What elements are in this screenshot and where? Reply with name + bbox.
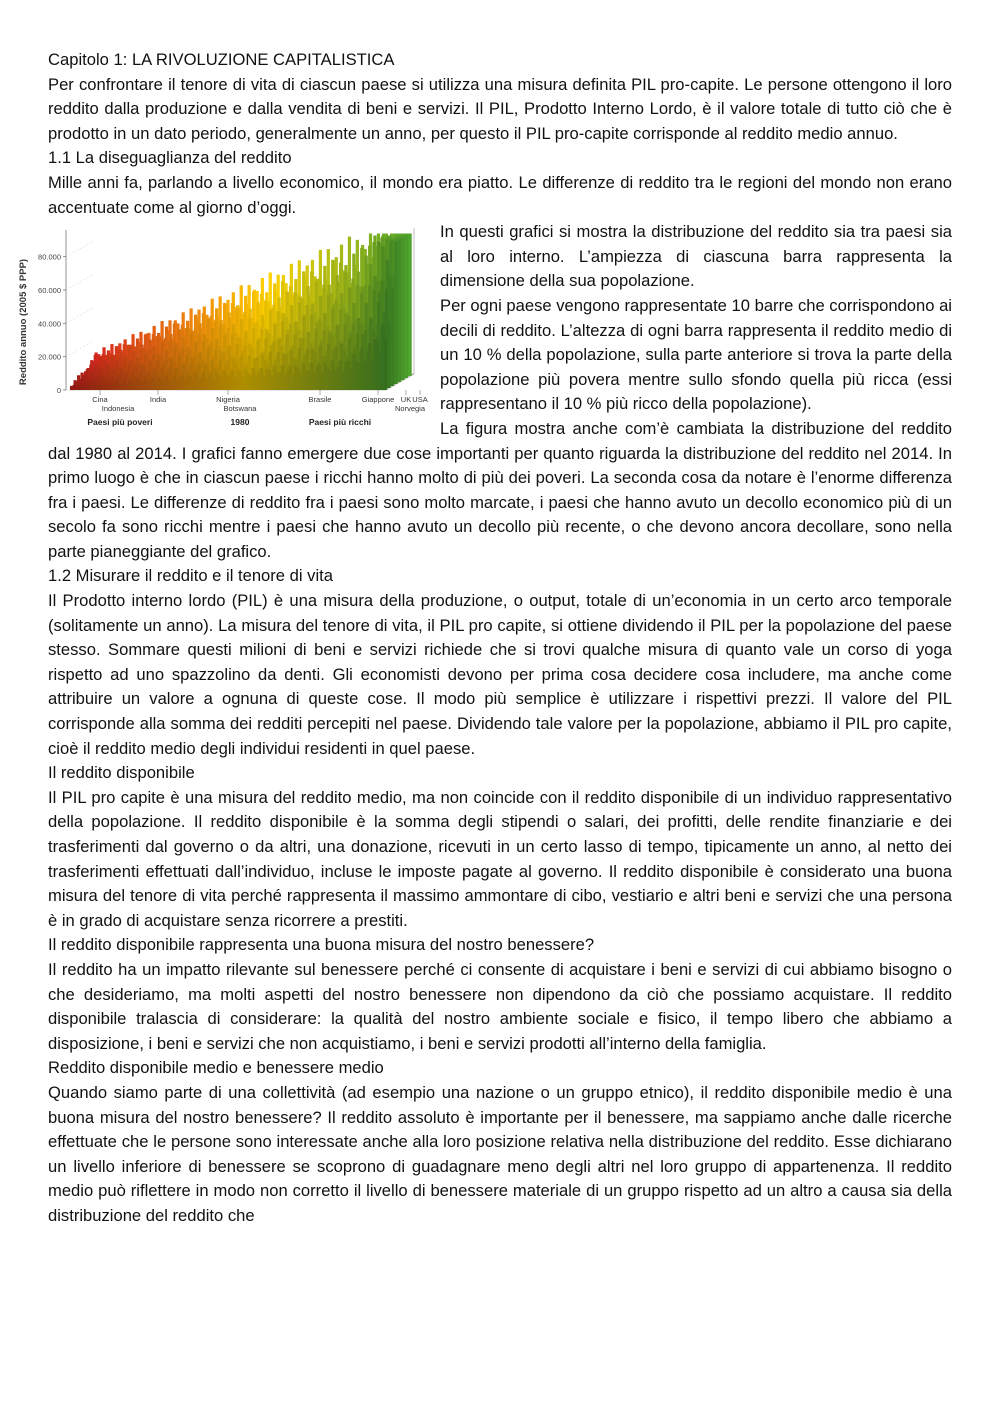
income-distribution-figure [18, 222, 440, 440]
country-label: UK [400, 395, 412, 405]
paragraph-1-2: Il Prodotto interno lordo (PIL) è una misura della produzione, o output, totale di un’economia in un certo arco temporale (solitamente un anno). La misura del tenore di vita, il PIL pro capite, si ottiene dividendo il PIL per la popolazione del paese stesso. Sommare questi milioni di beni e servizi richiede che si trovi qualche misura di quanto vale un corso di yoga rispetto ad uno spazzolino da denti. Gli economisti devono per prima cosa decidere cosa includere, ma anche come attribuire un valore a ognuna di queste cose. Il modo più semplice è utilizzare i rispettivi prezzi. Il valore del PIL corrisponde alla somma dei redditi percepiti nel paese. Dividendo tale valore per la popolazione, abbiamo il PIL pro capite, cioè il reddito medio degli individui residenti in quel paese. [48, 591, 952, 758]
country-label: Nigeria [216, 395, 240, 405]
country-label: Indonesia [101, 404, 135, 414]
decile-bar [398, 240, 401, 383]
paragraph-reddito-medio: Quando siamo parte di una collettività (ad esempio una nazione o un gruppo etnico), il reddito disponibile medio è una buona misura del nostro benessere? Il reddito assoluto è importante per il benessere, ma sappiamo anche dalle ricerche effettuate che le persone sono interessate anche alla loro posizione relativa nella distribuzione del reddito. Esse dichiarano un livello inferiore di benessere se scoprono di guadagnare meno degli altri nel loro gruppo di appartenenza. Il reddito medio può riflettere in modo non corretto il livello di benessere materiale di un gruppo rispetto ad un altro a causa sia della distribuzione del reddito che [48, 1082, 952, 1225]
decile-bar [388, 322, 391, 388]
paragraph-figure-1: In questi grafici si mostra la distribuzione del reddito sia tra paesi sia al loro interno. L’ampiezza di ciascuna barra rappresenta la dimensione della sua popolazione. [440, 222, 952, 291]
y-tick-label: 80.000 [38, 252, 61, 262]
income-distribution-chart [8, 222, 440, 440]
country-label: Botswana [223, 404, 257, 414]
grid-line [66, 274, 94, 290]
paragraph-reddito-disponibile: Il PIL pro capite è una misura del reddito medio, ma non coincide con il reddito disponibile di un individuo rappresentativo della popolazione. Il reddito disponibile è la somma degli stipendi o salari, dei profitti, delle rendite finanziarie e dei trasferimenti dal governo o da altri, una donazione, ricevuti in un certo lasso di tempo, tipicamente un anno, al netto dei trasferimenti effettuati dall’individuo, incluse le imposte pagate al governo. Il reddito disponibile è considerato una buona misura del tenore di vita perché rappresenta il massimo ammontare di cibo, vestiario e altri beni e servizi che una persona è in grado di acquistare senza ricorrere a prestiti. [48, 787, 952, 930]
decile-bar [405, 236, 408, 379]
y-axis-label: Reddito annuo (2005 $ PPP) [18, 259, 29, 386]
document-page [18, 48, 952, 1229]
heading-reddito-disponibile: Il reddito disponibile [48, 763, 195, 783]
heading-reddito-medio: Reddito disponibile medio e benessere medio [48, 1058, 384, 1078]
grid-line [66, 307, 94, 323]
y-tick-label: 60.000 [38, 286, 61, 296]
paragraph-figure-2: Per ogni paese vengono rappresentate 10 barre che corrispondono ai decili di reddito. L’altezza di ogni barra rappresenta il reddito medio di un 10 % della popolazione, sulla parte anteriore si trova la parte della popolazione più povera mentre sullo sfondo quella più ricca (essi rappresentano il 10 % più ricco della popolazione). [440, 295, 952, 414]
decile-bar [395, 242, 398, 385]
decile-bar [402, 238, 405, 381]
paragraph-1-1: Mille anni fa, parlando a livello economico, il mondo era piatto. Le differenze di reddito tra le regioni del mondo non erano accentuate come al giorno d’oggi. [48, 172, 952, 217]
footer-label: 1980 [230, 417, 250, 428]
decile-bar [384, 339, 387, 390]
country-label: Norvegia [394, 404, 426, 414]
grid-line [66, 241, 94, 257]
section-heading-1-1: 1.1 La diseguaglianza del reddito [48, 148, 292, 168]
paragraph-figure-3: La figura mostra anche com’è cambiata la distribuzione del reddito dal 1980 al 2014. I grafici fanno emergere due cose importanti per quanto riguarda la distribuzione del reddito nel 2014. In primo luogo è che in ciascun paese i ricchi hanno molto di più dei poveri. La seconda cosa da notare è l’enorme differenza fra i paesi. Le differenze di reddito fra i paesi sono molto marcate, i paesi che hanno avuto un decollo economico più di un secolo fa sono ricchi mentre i paesi che hanno avuto un decollo più recente, o che devono ancora decollare, sono nella parte pianeggiante del grafico. [48, 418, 952, 561]
country-label: Giappone [361, 395, 395, 405]
chart-bars [70, 234, 412, 391]
chapter-title: Capitolo 1: LA RIVOLUZIONE CAPITALISTICA [48, 50, 395, 69]
decile-bar [409, 234, 412, 377]
country-label: USA [412, 395, 428, 405]
y-axis-ticks [38, 230, 94, 395]
footer-label: Paesi più poveri [87, 417, 153, 428]
country-label: Cina [92, 395, 108, 405]
footer-label: Paesi più ricchi [308, 417, 372, 428]
paragraph-benessere: Il reddito ha un impatto rilevante sul benessere perché ci consente di acquistare i beni e servizi di cui abbiamo bisogno o che desideriamo, ma molti aspetti del nostro benessere non dipendono da ciò che possiamo acquistare. Il reddito disponibile tralascia di considerare: la qualità del nostro ambiente sociale e fisico, il tempo libero che abbiamo a disposizione, i beni e servizi che non acquistiamo, i beni e servizi prodotti all’interno della famiglia. [48, 959, 952, 1053]
country-labels [87, 390, 427, 427]
paragraph-intro: Per confrontare il tenore di vita di ciascun paese si utilizza una misura definita PIL pro-capite. Le persone ottengono il loro reddito dalla produzione e dalla vendita di beni e servizi. Il PIL, Prodotto Interno Lordo, è il valore totale di tutto ciò che è prodotto in un dato periodo, generalmente un anno, per questo il PIL pro-capite corrisponde al reddito medio annuo. [48, 74, 952, 143]
y-tick-label: 20.000 [38, 352, 61, 362]
country-label: Brasile [308, 395, 332, 405]
heading-question-benessere: Il reddito disponibile rappresenta una buona misura del nostro benessere? [48, 935, 595, 955]
country-label: India [149, 395, 167, 405]
y-tick-label: 0 [56, 386, 61, 396]
y-tick-label: 40.000 [38, 319, 61, 329]
grid-line [66, 341, 94, 357]
decile-bar [391, 288, 394, 387]
section-heading-1-2: 1.2 Misurare il reddito e il tenore di vita [48, 566, 333, 586]
